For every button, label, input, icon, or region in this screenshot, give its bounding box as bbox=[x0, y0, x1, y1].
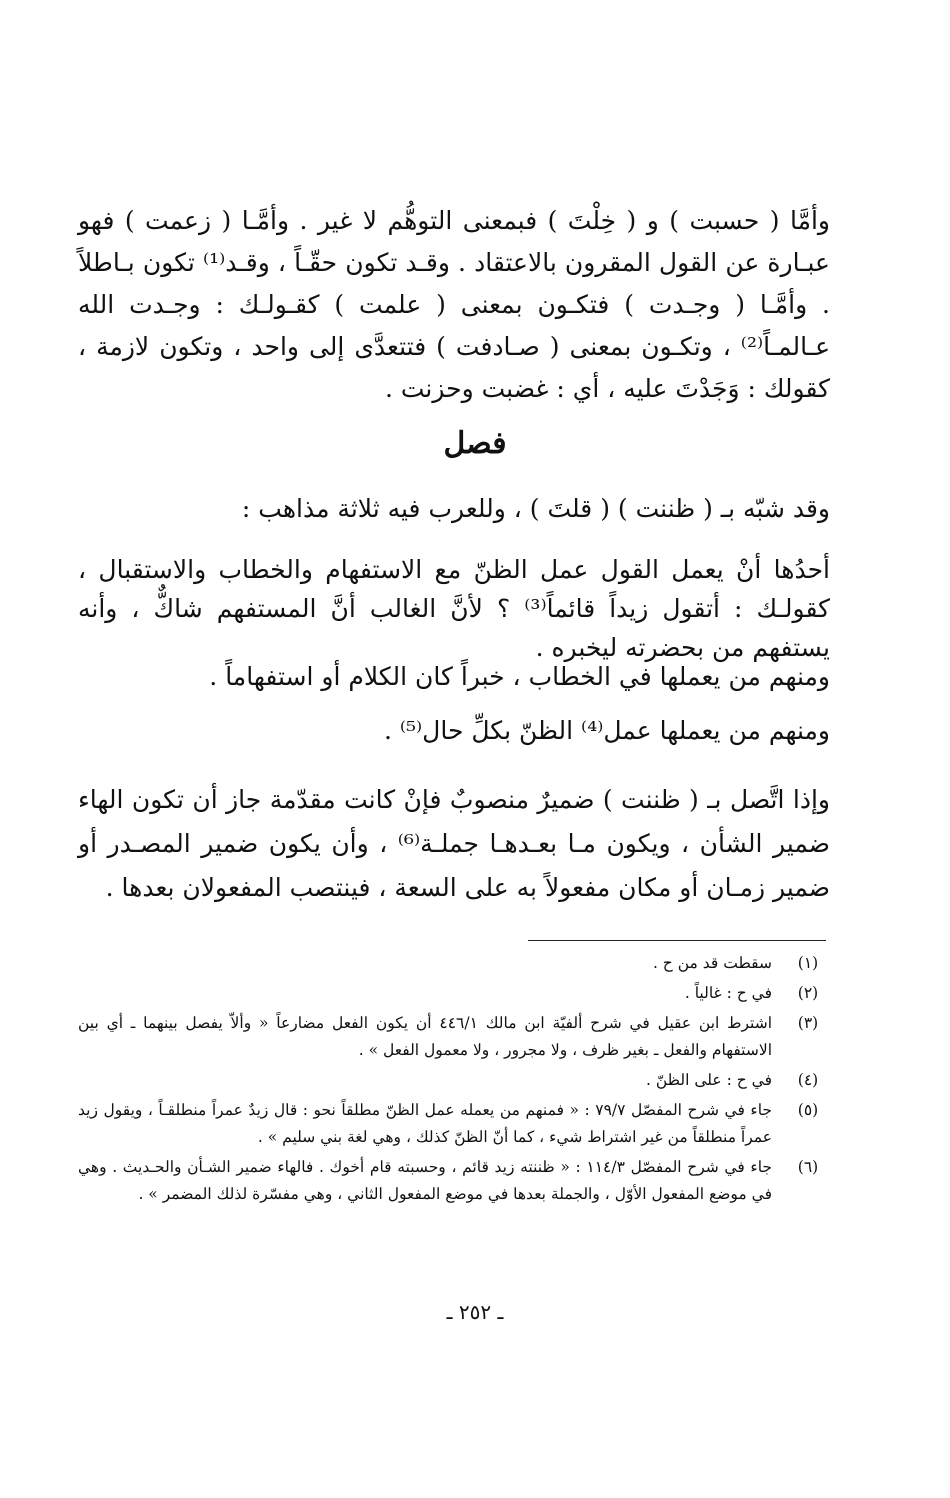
footnotes-list bbox=[78, 950, 830, 1211]
paragraph-first-madhhab: أحدُها أنْ يعمل القول عمل الظنّ مع الاستفهام والخطاب والاستقبال ، كقولـك : أتقول زيداً قائماً⁽³⁾ ؟ لأنَّ الغالب أنَّ المستفهم شاكٌّ ، وأنه يستفهم من بحضرته ليخبره . bbox=[78, 555, 830, 662]
section-heading: فصل bbox=[443, 426, 507, 461]
footnote-divider bbox=[528, 940, 826, 941]
footnote-item bbox=[78, 1154, 830, 1208]
footnote-text: جاء في شرح المفصّل ٧٩/٧ : « فمنهم من يعمله عمل الظنّ مطلقاً نحو : قال زيدٌ عمراً منطلقـاً ، ويقول زيد عمراً منطلقاً من غير اشتراط شيء ، كما أنّ الظنّ كذلك ، وهي لغة بني سليم » . bbox=[78, 1101, 773, 1146]
footnote-item bbox=[78, 980, 830, 1007]
footnote-text: سقطت قد من ح . bbox=[652, 954, 772, 972]
paragraph-third-madhhab: ومنهم من يعملها عمل⁽⁴⁾ الظنّ بكلِّ حال⁽⁵⁾ . bbox=[383, 716, 830, 745]
page-number: ـ ٢٥٢ ـ bbox=[446, 1300, 504, 1324]
footnote-item bbox=[78, 950, 830, 977]
footnote-item bbox=[78, 1010, 830, 1064]
footnote-number: (٤) bbox=[797, 1071, 819, 1089]
paragraph-qultu-intro: وقد شبّه بـ ( ظننت ) ( قلتَ ) ، وللعرب فيه ثلاثة مذاهب : bbox=[241, 494, 830, 523]
paragraph-hasibtu: وأمَّا ( حسبت ) و ( خِلْتَ ) فبمعنى التوهُّم لا غير . وأمَّـا ( زعمت ) فهو عبـارة عن القول المقرون بالاعتقاد . وقـد تكون حقّـاً ، وقـد⁽¹⁾ تكون بـاطلاً . وأمَّـا ( وجـدت ) فتكـون بمعنى ( علمت ) كقـولـك : وجـدت الله عـالمـاً⁽²⁾ ، وتكـون بمعنى ( صـادفت ) فتتعدَّى إلى واحد ، وتكون لازمة ، كقولك : وَجَدْتَ عليه ، أي : غضبت وحزنت . bbox=[78, 206, 830, 403]
footnote-text: اشترط ابن عقيل في شرح ألفيّة ابن مالك ٤٤٦/١ أن يكون الفعل مضارعاً « وألاّ يفصل بينهما ـ أي بين الاستفهام والفعل ـ بغير ظرف ، ولا مجرور ، ولا معمول الفعل » . bbox=[78, 1014, 772, 1059]
footnote-item bbox=[78, 1067, 830, 1094]
footnote-text: في ح : غالياً . bbox=[684, 984, 772, 1002]
footnote-number: (٦) bbox=[797, 1158, 819, 1176]
footnote-number: (٣) bbox=[797, 1014, 819, 1032]
footnote-item bbox=[78, 1097, 830, 1151]
paragraph-second-madhhab: ومنهم من يعملها في الخطاب ، خبراً كان الكلام أو استفهاماً . bbox=[209, 662, 830, 691]
footnote-text: في ح : على الظنّ . bbox=[646, 1071, 772, 1089]
footnote-number: (١) bbox=[797, 954, 819, 972]
paragraph-pronoun: وإذا اتَّصل بـ ( ظننت ) ضميرٌ منصوبٌ فإنْ كانت مقدّمة جاز أن تكون الهاء ضمير الشأن ، ويكون مـا بعـدهـا جملـة⁽⁶⁾ ، وأن يكون ضمير المصـدر أو ضمير زمـان أو مكان مفعولاً به على السعة ، فينتصب المفعولان بعدها . bbox=[78, 785, 831, 902]
footnote-text: جاء في شرح المفصّل ١١٤/٣ : « ظننته زيد قائم ، وحسبته قام أخوك . فالهاء ضمير الشـأن والحـديث . وهي في موضع المفعول الأوّل ، والجملة بعدها في موضع المفعول الثاني ، وهي مفسّرة لذلك المضمر » . bbox=[78, 1158, 772, 1203]
footnote-number: (٥) bbox=[797, 1101, 819, 1119]
footnote-number: (٢) bbox=[797, 984, 819, 1002]
